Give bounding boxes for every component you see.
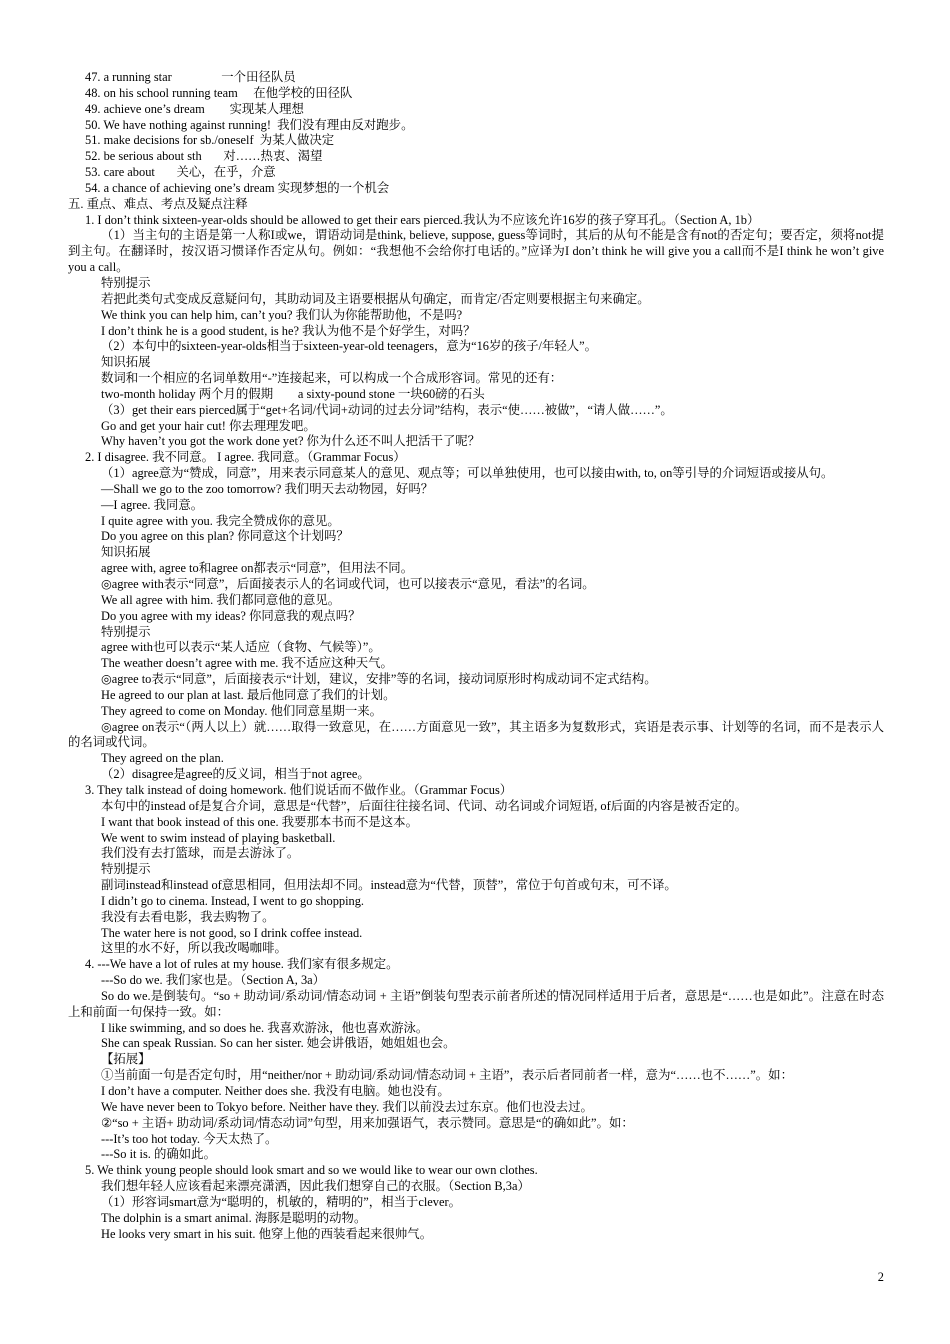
text-line: 【拓展】 <box>101 1052 151 1067</box>
text-line: 52. be serious about sth 对……热衷、渴望 <box>85 149 323 164</box>
text-line: 特别提示 <box>101 624 151 639</box>
text-line: 若把此类句式变成反意疑问句，其助动词及主语要根据从句确定，而肯定/否定则要根据主句来确定。 <box>101 291 650 306</box>
text-line: agree with也可以表示“某人适应（食物、气候等）”。 <box>101 640 381 655</box>
text-line: I like swimming, and so does he. 我喜欢游泳，他也喜欢游泳。 <box>101 1020 429 1035</box>
text-line: （1）形容词smart意为“聪明的，机敏的，精明的”，相当于clever。 <box>101 1194 461 1209</box>
text-line: agree with, agree to和agree on都表示“同意”，但用法不同。 <box>101 561 414 576</box>
text-line: 特别提示 <box>101 862 151 877</box>
text-line: 我们想年轻人应该看起来漂亮潇洒，因此我们想穿自己的衣服。（Section B,3a） <box>101 1179 530 1194</box>
text-line: We think you can help him, can’t you? 我们认为你能帮助他，不是吗? <box>101 307 463 322</box>
text-line: We have never been to Tokyo before. Neither have they. 我们以前没去过东京。他们也没去过。 <box>101 1099 593 1114</box>
text-line: Go and get your hair cut! 你去理理发吧。 <box>101 418 316 433</box>
text-line: ---So it is. 的确如此。 <box>101 1147 216 1162</box>
text-line: 47. a running star 一个田径队员 <box>85 70 296 84</box>
text-line: 50. We have nothing against running! 我们没有理由反对跑步。 <box>85 117 414 132</box>
text-line: （3）get their ears pierced属于“get+名词/代词+动词的过去分词”结构，表示“使……被做”，“请人做……”。 <box>101 402 673 417</box>
text-line: They agreed on the plan. <box>101 751 224 766</box>
text-line: 3. They talk instead of doing homework. 他们说话而不做作业。（Grammar Focus） <box>85 782 513 797</box>
text-line: （2）disagree是agree的反义词，相当于not agree。 <box>101 767 370 782</box>
text-line: He looks very smart in his suit. 他穿上他的西装看起来很帅气。 <box>101 1226 433 1241</box>
text-line: I quite agree with you. 我完全赞成你的意见。 <box>101 513 340 528</box>
text-line: （2）本句中的sixteen-year-olds相当于sixteen-year-old teenagers，意为“16岁的孩子/年轻人”。 <box>101 339 598 354</box>
text-line: 1. I don’t think sixteen-year-olds should be allowed to get their ears pierced.我认为不应该允许16岁的孩子穿耳孔。（Section A, 1b） <box>85 212 760 227</box>
page-number: 2 <box>877 1270 884 1284</box>
text-line: 48. on his school running team 在他学校的田径队 <box>85 85 353 100</box>
text-line: Do you agree with my ideas? 你同意我的观点吗？ <box>101 608 361 623</box>
text-line: 49. achieve one’s dream 实现某人理想 <box>85 101 304 116</box>
text-line: We went to swim instead of playing basketball. <box>101 830 336 845</box>
text-line: 特别提示 <box>101 275 151 290</box>
text-line: 51. make decisions for sb./oneself 为某人做决定 <box>85 133 335 148</box>
text-line: 知识拓展 <box>101 545 151 560</box>
text-line: The water here is not good, so I drink coffee instead. <box>101 925 363 940</box>
text-line: Do you agree on this plan? 你同意这个计划吗？ <box>101 529 349 544</box>
text-line: 4. ---We have a lot of rules at my house. 我们家有很多规定。 <box>85 957 399 972</box>
text-line: 五. 重点、难点、考点及疑点注释 <box>68 196 248 211</box>
text-line: ②“so + 主语+ 助动词/系动词/情态动词”句型，用来加强语气，表示赞同。意思是“的确如此”。如： <box>101 1115 634 1130</box>
text-line: 知识拓展 <box>101 355 151 370</box>
text-line: ◎agree with表示“同意”，后面接表示人的名词或代词，也可以接表示“意见，看法”的名词。 <box>101 577 595 591</box>
text-line: 副词instead和instead of意思相同，但用法却不同。instead意为“代替，顶替”，常位于句首或句末，可不译。 <box>101 878 677 893</box>
text-line: She can speak Russian. So can her sister. 她会讲俄语，她姐姐也会。 <box>101 1036 456 1051</box>
text-line: 我们没有去打篮球，而是去游泳了。 <box>101 846 300 861</box>
text-line: 我没有去看电影，我去购物了。 <box>101 909 275 924</box>
text-line: ---So do we. 我们家也是。（Section A, 3a） <box>101 973 326 988</box>
text-line: 5. We think young people should look smart and so we would like to wear our own clothes. <box>85 1163 538 1178</box>
text-line: 数词和一个相应的名词单数用“-”连接起来，可以构成一个合成形容词。常见的还有： <box>101 371 563 386</box>
text-line: I don’t think he is a good student, is he? 我认为他不是个好学生，对吗？ <box>101 323 476 338</box>
text-line: ◎agree to表示“同意”，后面接表示“计划，建议，安排”等的名词，接动词原形时构成动词不定式结构。 <box>101 672 657 687</box>
text-line: two-month holiday 两个月的假期 a sixty-pound stone 一块60磅的石头 <box>101 386 485 401</box>
text-line: 这里的水不好，所以我改喝咖啡。 <box>101 941 287 956</box>
text-line: 本句中的instead of是复合介词，意思是“代替”，后面往往接名词、代词、动名词或介词短语, of后面的内容是被否定的。 <box>101 798 747 813</box>
text-line: So do we.是倒装句。“so + 助动词/系动词/情态动词 + 主语”倒装句型表示前者所述的情况同样适用于后者，意思是“……也是如此”。注意在时态上和前面一句保持一致。如： <box>68 988 884 1019</box>
text-line: I didn’t go to cinema. Instead, I went to go shopping. <box>101 893 365 908</box>
text-line: ---It’s too hot today. 今天太热了。 <box>101 1131 278 1146</box>
text-line: （1）agree意为“赞成，同意”，用来表示同意某人的意见、观点等；可以单独使用，也可以接由with, to, on等引导的介词短语或接从句。 <box>101 466 834 481</box>
text-line: （1）当主句的主语是第一人称I或we，谓语动词是think, believe, suppose, guess等词时，其后的从句不能是含有not的否定句；要否定，须将not提到主句。在翻译时，按汉语习惯译作否定从句。例如：“我想他不会给你打电话的。”应译为I don’t think he will give you a call而不是I think he won’t give you a call。 <box>68 228 884 275</box>
text-line: The dolphin is a smart animal. 海豚是聪明的动物。 <box>101 1210 367 1225</box>
text-line: —I agree. 我同意。 <box>101 497 204 512</box>
text-line: —Shall we go to the zoo tomorrow? 我们明天去动物园，好吗？ <box>101 481 434 496</box>
text-line: 53. care about 关心，在乎，介意 <box>85 165 276 180</box>
text-line: We all agree with him. 我们都同意他的意见。 <box>101 592 341 607</box>
text-line: I don’t have a computer. Neither does she. 我没有电脑。她也没有。 <box>101 1084 450 1098</box>
text-line: The weather doesn’t agree with me. 我不适应这种天气。 <box>101 656 393 671</box>
document-body <box>68 70 884 1242</box>
text-line: 54. a chance of achieving one’s dream 实现梦想的一个机会 <box>85 180 390 195</box>
text-line: 2. I disagree. 我不同意。 I agree. 我同意。（Grammar Focus） <box>85 450 406 465</box>
text-line: Why haven’t you got the work done yet? 你为什么还不叫人把活干了呢？ <box>101 434 481 449</box>
text-line: They agreed to come on Monday. 他们同意星期一来。 <box>101 703 383 718</box>
text-line: I want that book instead of this one. 我要那本书而不是这本。 <box>101 814 418 829</box>
text-line: ◎agree on表示“（两人以上）就……取得一致意见，在……方面意见一致”，其主语多为复数形式，宾语是表示事、计划等的名词，而不是表示人的名词或代词。 <box>68 719 884 750</box>
text-line: ①当前面一句是否定句时，用“neither/nor + 助动词/系动词/情态动词 + 主语”，表示后者同前者一样，意为“……也不……”。如： <box>101 1068 793 1083</box>
text-line: He agreed to our plan at last. 最后他同意了我们的计划。 <box>101 687 396 702</box>
